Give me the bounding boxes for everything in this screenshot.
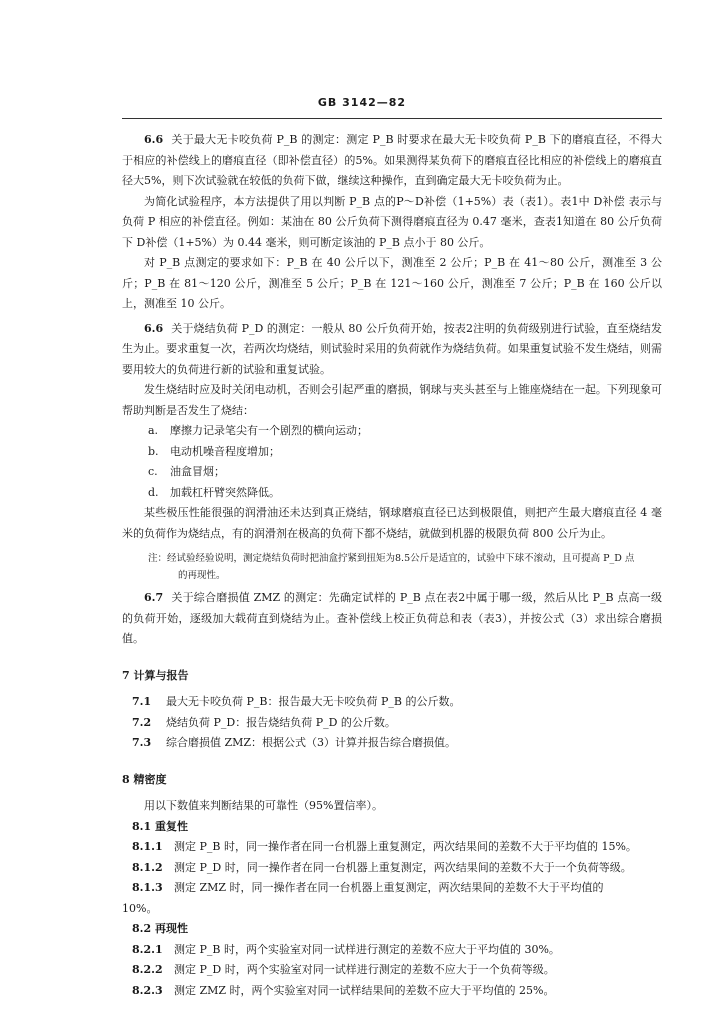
- list-text: 加载杠杆臂突然降低。: [170, 485, 280, 499]
- header-rule: [122, 118, 662, 119]
- list-item: [122, 483, 662, 504]
- note-continuation: 的再现性。: [178, 570, 226, 581]
- section-7-title: 7 计算与报告: [122, 668, 189, 682]
- item-number: 7.3: [132, 736, 152, 749]
- section-6-6-text: 关于烧结负荷 P_D 的测定：一般从 80 公斤负荷开始，按表2注明的负荷级别进行试验，直至烧结发生为止。要求重复一次，若两次均烧结，则试验时采用的负荷就作为烧结负荷。如果重复试验不发生烧结，则需要用较大的负荷进行新的试验和重复试验。: [122, 321, 662, 376]
- item-number: 8.2.2: [132, 963, 163, 976]
- section-6-5-para-3: 对 P_B 点测定的要求如下：P_B 在 40 公斤以下，测准至 2 公斤；P_B 在 41～80 公斤，测准至 3 公斤；P_B 在 81～120 公斤，测准至 5 公斤；P_B 在 121～160 公斤，测准至 7 公斤；P_B 在 160 公斤以上，测准至 10 公斤。: [122, 256, 662, 310]
- item-text: 最大无卡咬负荷 P_B：报告最大无卡咬负荷 P_B 的公斤数。: [166, 695, 461, 708]
- section-6-5-para-1: [122, 130, 662, 192]
- item-text: 测定 ZMZ 时，同一操作者在同一台机器上重复测定，两次结果间的差数不大于平均值的: [174, 881, 604, 894]
- list-text: 摩擦力记录笔尖有一个剧烈的横向运动；: [170, 424, 368, 437]
- list-text: 油盒冒烟；: [170, 465, 225, 478]
- section-6-7-text: 关于综合磨损值 ZMZ 的测定：先确定试样的 P_B 点在表2中属于哪一级，然后从比 P_B 点高一级的负荷开始，逐级加大载荷直到烧结为止。查补偿线上校正负荷总和表（表3），并按公式（3）求出综合磨损值。: [122, 591, 662, 645]
- item-text: 烧结负荷 P_D：报告烧结负荷 P_D 的公斤数。: [166, 715, 396, 729]
- section-7-1: [122, 692, 662, 713]
- section-8-1-title: 8.1 重复性: [132, 819, 188, 833]
- list-text: 电动机噪音程度增加；: [170, 444, 280, 458]
- section-6-7-number: 6.7: [144, 591, 164, 604]
- section-6-6-para-1: [122, 319, 662, 381]
- section-8-2-3: [122, 981, 662, 1002]
- section-8-1-1: [122, 837, 662, 858]
- section-6-6-number: 6.6: [144, 321, 164, 335]
- section-8-1-2: [122, 858, 662, 879]
- item-number: 8.2.3: [132, 983, 163, 997]
- document-body: [122, 130, 662, 1001]
- item-text: 测定 P_B 时，同一操作者在同一台机器上重复测定，两次结果间的差数不大于平均值的 15%。: [174, 840, 637, 853]
- section-6-6-para-2: 发生烧结时应及时关闭电动机，否则会引起严重的磨损，钢球与夹头甚至与上锥座烧结在一起。下列现象可帮助判断是否发生了烧结：: [122, 383, 662, 417]
- list-label: c.: [148, 465, 158, 478]
- list-item: [122, 442, 662, 463]
- item-number: 8.1.1: [132, 840, 163, 853]
- section-8-intro: 用以下数值来判断结果的可靠性（95%置信率）。: [144, 799, 383, 812]
- standard-header: GB 3142—82: [317, 96, 407, 109]
- item-number: 8.2.1: [132, 942, 163, 956]
- section-8-2-title: 8.2 再现性: [132, 922, 188, 935]
- item-text: 测定 P_D 时，同一操作者在同一台机器上重复测定，两次结果间的差数不大于一个负荷等级。: [174, 860, 632, 874]
- section-6-5-para-2: 为简化试验程序，本方法提供了用以判断 P_B 点的P～D补偿（1+5%）表（表1）。表1中 D补偿 表示与负荷 P 相应的补偿直径。例如：某油在 80 公斤负荷下测得磨痕直径为 0.47 毫米，查表1知道在 80 公斤负荷下 D补偿（1+5%）为 0.44 毫米，则可断定该油的 P_B 点小于 80 公斤。: [122, 194, 662, 249]
- item-number: 7.2: [132, 715, 152, 729]
- item-text: 综合磨损值 ZMZ：根据公式（3）计算并报告综合磨损值。: [166, 736, 457, 749]
- section-8-1-3: [122, 878, 662, 899]
- item-text: 测定 P_B 时，两个实验室对同一试样进行测定的差数不应大于平均值的 30%。: [174, 942, 560, 956]
- item-text: 测定 ZMZ 时，两个实验室对同一试样结果间的差数不应大于平均值的 25%。: [174, 983, 555, 997]
- section-7-2: [122, 713, 662, 734]
- list-label: a.: [148, 424, 159, 437]
- section-8-2-1: [122, 940, 662, 961]
- item-number: 8.1.3: [132, 881, 163, 894]
- section-6-5-number: 6.6: [144, 133, 164, 146]
- item-number: 7.1: [132, 695, 152, 708]
- section-8-2-2: [122, 960, 662, 981]
- section-6-7-para-1: [122, 588, 662, 650]
- list-label: d.: [148, 485, 159, 499]
- note-text: 注：经试验经验说明，测定烧结负荷时把油盒拧紧到扭矩为8.5公斤是适宜的，试验中下球不滚动，且可提高 P_D 点: [148, 553, 635, 564]
- list-label: b.: [148, 444, 159, 458]
- section-6-5-text: 关于最大无卡咬负荷 P_B 的测定：测定 P_B 时要求在最大无卡咬负荷 P_B 下的磨痕直径，不得大于相应的补偿线上的磨痕直径（即补偿直径）的5%。如果测得某负荷下的磨痕直径比相应的补偿线上的磨痕直径大5%，则下次试验就在较低的负荷下做，继续这种操作，直到确定最大无卡咬负荷为止。: [122, 133, 662, 187]
- section-8-1-3-continuation: 10%。: [122, 901, 158, 915]
- section-7-3: [122, 733, 662, 754]
- section-6-6-para-3: 某些极压性能很强的润滑油还未达到真正烧结，钢球磨痕直径已达到极限值，则把产生最大磨痕直径 4 毫米的负荷作为烧结点，有的润滑剂在极高的负荷下都不烧结，就做到机器的极限负荷 800 公斤为止。: [122, 506, 662, 540]
- item-number: 8.1.2: [132, 860, 163, 874]
- list-item: [122, 462, 662, 483]
- section-8-title: 8 精密度: [122, 772, 167, 786]
- note: [122, 550, 662, 584]
- list-item: [122, 421, 662, 442]
- item-text: 测定 P_D 时，两个实验室对同一试样进行测定的差数不应大于一个负荷等级。: [174, 963, 555, 976]
